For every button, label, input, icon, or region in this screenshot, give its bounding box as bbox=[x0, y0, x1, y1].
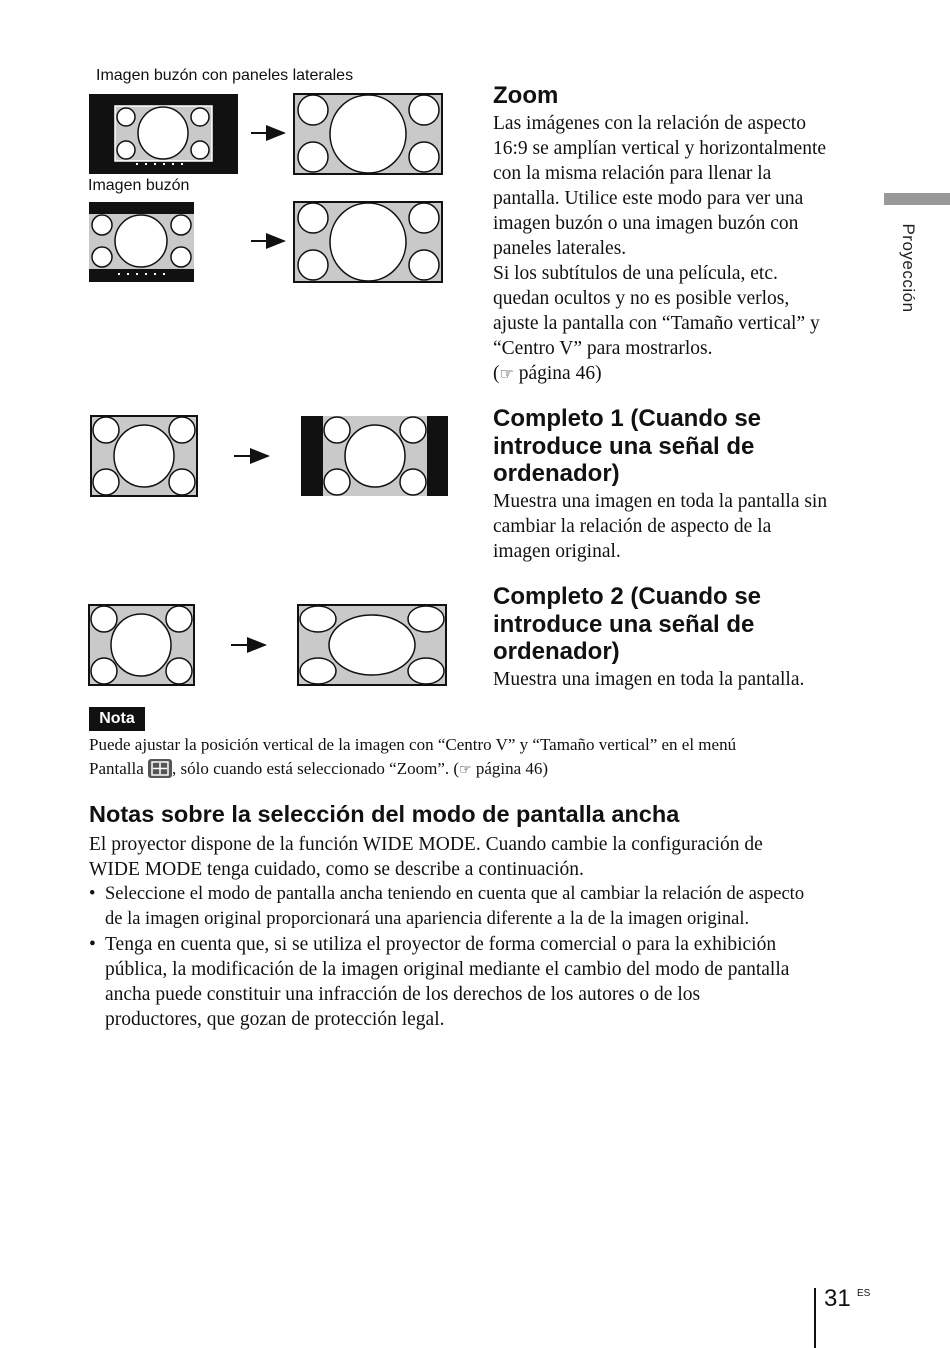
aspect-diagrams bbox=[0, 0, 480, 700]
page-lang: ES bbox=[857, 1288, 871, 1299]
hand-pointer-icon: ☞ bbox=[459, 761, 472, 778]
zoom-body bbox=[493, 111, 863, 386]
page-number: 31 bbox=[824, 1285, 851, 1312]
diagram-letterbox-source bbox=[89, 202, 194, 282]
page-number-rule bbox=[814, 1288, 816, 1348]
diagram-full2-source bbox=[89, 605, 194, 685]
full1-body: Muestra una imagen en toda la pantalla sin cambiar la relación de aspecto de la imagen original. bbox=[493, 491, 828, 562]
zoom-heading: Zoom bbox=[493, 82, 559, 109]
diagram-full2-result bbox=[298, 605, 446, 685]
diagram-zoom-result-1 bbox=[294, 94, 442, 174]
zoom-page-ref: (☞ página 46) bbox=[493, 363, 602, 384]
zoom-line: pantalla. Utilice este modo para ver una bbox=[493, 188, 804, 209]
page-ref-link[interactable]: página 46) bbox=[475, 758, 549, 778]
figure-caption-sidepanel: Imagen buzón con paneles laterales bbox=[96, 67, 354, 84]
diagram-full1-result bbox=[301, 416, 448, 496]
zoom-line: ajuste la pantalla con “Tamaño vertical” y bbox=[493, 313, 820, 334]
zoom-line: con la misma relación para llenar la bbox=[493, 163, 772, 184]
full2-body: Muestra una imagen en toda la pantalla. bbox=[493, 669, 805, 690]
diagram-letterbox-sidepanel-source bbox=[89, 94, 238, 174]
figure-caption-letterbox: Imagen buzón bbox=[88, 177, 190, 194]
notes-section-title: Notas sobre la selección del modo de pantalla ancha bbox=[89, 801, 680, 827]
list-item: • Seleccione el modo de pantalla ancha teniendo en cuenta que al cambiar la relación de aspecto de la imagen original proporcionará una apariencia diferente a la de la imagen original. bbox=[89, 882, 864, 932]
zoom-line: Las imágenes con la relación de aspecto bbox=[493, 113, 806, 134]
zoom-line: paneles laterales. bbox=[493, 238, 627, 259]
zoom-line: Si los subtítulos de una película, etc. bbox=[493, 263, 778, 284]
hand-pointer-icon: ☞ bbox=[499, 364, 514, 383]
full2-heading: Completo 2 (Cuando se introduce una señal de ordenador) bbox=[493, 583, 762, 665]
full1-heading: Completo 1 (Cuando se introduce una señal de ordenador) bbox=[493, 405, 762, 487]
zoom-line: “Centro V” para mostrarlos. bbox=[493, 338, 713, 359]
side-tab-bar bbox=[884, 193, 950, 205]
page-ref-link[interactable]: página 46) bbox=[518, 363, 602, 384]
side-tab-label: Proyección bbox=[899, 223, 918, 313]
nota-badge: Nota bbox=[89, 707, 145, 731]
zoom-line: imagen buzón o una imagen buzón con bbox=[493, 213, 799, 234]
diagram-zoom-result-2 bbox=[294, 202, 442, 282]
screen-menu-icon bbox=[148, 759, 172, 778]
list-item: • Tenga en cuenta que, si se utiliza el proyector de forma comercial o para la exhibición pública, la modificación de la imagen original mediante el cambio del modo de pantalla ancha puede constituir una infracción de los derechos de los autores o de los productores, que gozan de protección legal. bbox=[89, 932, 864, 1032]
notes-section-body: El proyector dispone de la función WIDE MODE. Cuando cambie la configuración de WIDE MODE tenga cuidado, como se describe a continuación. • Seleccione el modo de pantalla ancha teniendo en cuenta que al cambiar la relación de aspecto de la imagen original proporcionará una apariencia diferente a la de la imagen original. • Tenga en cuenta que, si se utiliza el proyector de forma comercial o para la exhibición pública, la modificación de la imagen original mediante el cambio del modo de pantalla ancha puede constituir una infracción de los derechos de los autores o de los productores, que gozan de protección legal. bbox=[89, 832, 864, 1032]
nota-line-1: Puede ajustar la posición vertical de la imagen con “Centro V” y “Tamaño vertical” en el menú bbox=[89, 735, 737, 754]
nota-line-2: Pantalla , sólo cuando está seleccionado “Zoom”. (☞ página 46) bbox=[89, 758, 549, 778]
zoom-line: 16:9 se amplían vertical y horizontalmente bbox=[493, 138, 827, 159]
diagram-full1-source bbox=[91, 416, 197, 496]
nota-text bbox=[89, 733, 859, 782]
zoom-line: quedan ocultos y no es posible verlos, bbox=[493, 288, 790, 309]
